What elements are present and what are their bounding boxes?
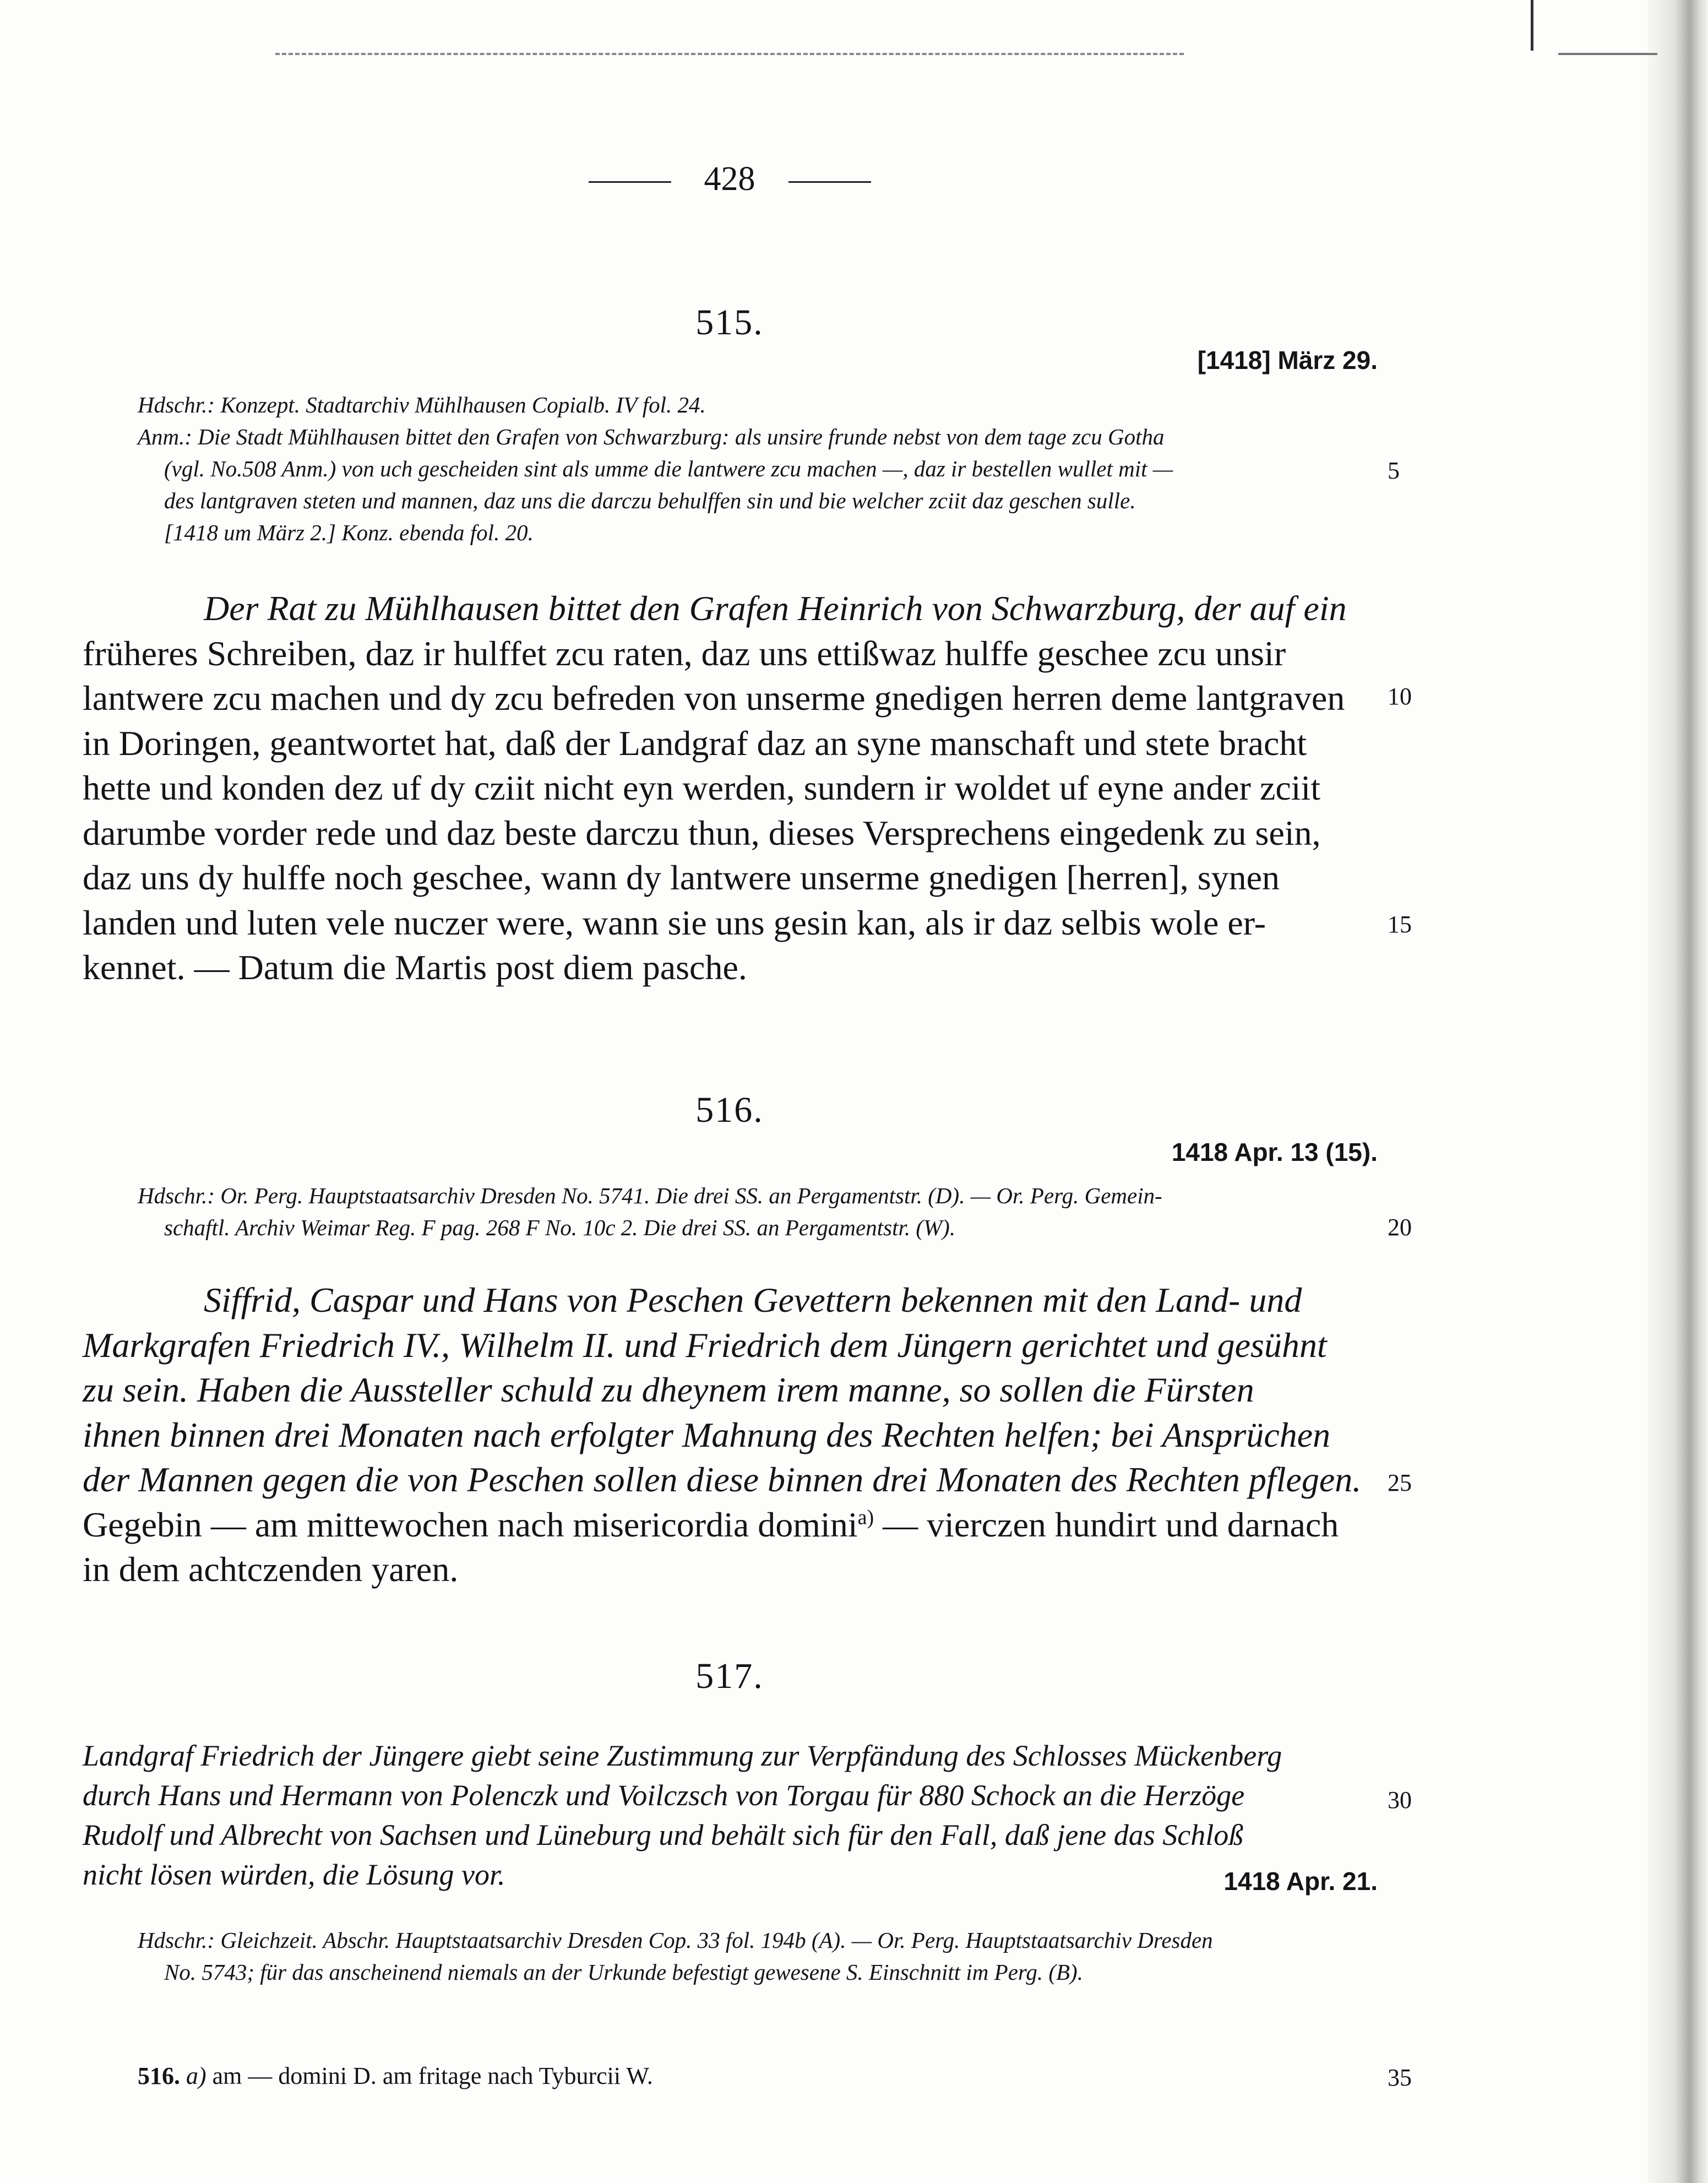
entry-517-date: 1418 Apr. 21. [1223, 1867, 1378, 1896]
footnote-marker: a) [186, 2062, 206, 2089]
body-line: in Doringen, geantwortet hat, daß der Landgraf daz an syne manschaft und stete bracht [83, 723, 1307, 763]
source-line: Hdschr.: Gleichzeit. Abschr. Hauptstaatsarchiv Dresden Cop. 33 fol. 194b (A). — Or. Perg. Hauptstaatsarchiv Dresden [138, 1927, 1213, 1953]
footnote-marker: a) [857, 1506, 874, 1529]
entry-516-body [83, 1278, 1377, 1592]
source-line: Hdschr.: Or. Perg. Hauptstaatsarchiv Dresden No. 5741. Die drei SS. an Pergamentstr. (D). — Or. Perg. Gemein- [138, 1183, 1162, 1208]
entry-516-source [138, 1180, 1377, 1243]
line-number: 15 [1388, 911, 1412, 938]
footnote-ref: 516. [138, 2062, 180, 2089]
line-number: 30 [1388, 1786, 1412, 1813]
body-line: darumbe vorder rede und daz beste darczu thun, dieses Versprechens eingedenk zu sein, [83, 813, 1321, 852]
line-number: 10 [1388, 683, 1412, 710]
line-number: 20 [1388, 1214, 1412, 1241]
body-line: zu sein. Haben die Aussteller schuld zu dheynem irem manne, so sollen die Fürsten [83, 1370, 1254, 1409]
summary-line: nicht lösen würden, die Lösung vor. [83, 1858, 505, 1891]
line-number: 25 [1388, 1469, 1412, 1496]
body-line: ihnen binnen drei Monaten nach erfolgter Mahnung des Rechten helfen; bei Ansprüchen [83, 1415, 1331, 1454]
footnote-text: am — domini D. am fritage nach Tyburcii W. [212, 2062, 653, 2089]
body-line: landen und luten vele nuczer were, wann sie uns gesin kan, als ir daz selbis wole er- [83, 903, 1266, 942]
line-number: 5 [1388, 457, 1400, 484]
body-line: in dem achtczenden yaren. [83, 1550, 459, 1589]
summary-line: Rudolf und Albrecht von Sachsen und Lüneburg und behält sich für den Fall, daß jene das Schloß [83, 1818, 1244, 1851]
body-line: Gegebin — am mittewochen nach misericordia domini$^{a)}$ — vierczen hundirt und darnach [83, 1505, 1339, 1544]
summary-line: Landgraf Friedrich der Jüngere giebt seine Zustimmung zur Verpfändung des Schlosses Mückenberg [83, 1739, 1282, 1772]
entry-515-source [138, 389, 1377, 549]
source-line: schaftl. Archiv Weimar Reg. F pag. 268 F No. 10c 2. Die drei SS. an Pergamentstr. (W). [164, 1215, 956, 1240]
body-line: Der Rat zu Mühlhausen bittet den Grafen Heinrich von Schwarzburg, der auf ein [204, 589, 1347, 628]
entry-517-number: 517. [695, 1656, 764, 1696]
page-number-dash-right [788, 181, 871, 183]
entry-515-date: [1418] März 29. [1197, 346, 1378, 374]
page-number-dash-left [589, 181, 671, 183]
scan-right-rule [1558, 53, 1657, 55]
page-number: 428 [0, 160, 1459, 198]
body-line: Siffrid, Caspar und Hans von Peschen Gevettern bekennen mit den Land- und [204, 1280, 1302, 1319]
source-line: des lantgraven steten und mannen, daz uns die darczu behulffen sin und bie welcher zciit daz geschen sulle. [164, 488, 1136, 513]
body-line: daz uns dy hulffe noch geschee, wann dy lantwere unserme gnedigen [herren], synen [83, 858, 1280, 897]
source-line: (vgl. No.508 Anm.) von uch gescheiden sint als umme die lantwere zcu machen —, daz ir bestellen wullet mit — [164, 456, 1173, 481]
body-line: der Mannen gegen die von Peschen sollen diese binnen drei Monaten des Rechten pflegen. [83, 1460, 1362, 1499]
footnote [138, 2061, 653, 2092]
source-line: No. 5743; für das anscheinend niemals an der Urkunde befestigt gewesene S. Einschnitt im Perg. (B). [164, 1959, 1083, 1985]
entry-515-number: 515. [695, 302, 764, 343]
entry-516-date: 1418 Apr. 13 (15). [1171, 1138, 1378, 1166]
source-line: [1418 um März 2.] Konz. ebenda fol. 20. [164, 520, 534, 545]
body-line: hette und konden dez uf dy cziit nicht eyn werden, sundern ir woldet uf eyne ander zciit [83, 768, 1321, 807]
source-line: Anm.: Die Stadt Mühlhausen bittet den Grafen von Schwarzburg: als unsire frunde nebst von dem tage zcu Gotha [138, 424, 1165, 449]
scan-page-edge [1647, 0, 1708, 2183]
scan-top-rule [275, 53, 1184, 55]
line-number: 35 [1388, 2064, 1412, 2091]
body-line: kennet. — Datum die Martis post diem pasche. [83, 948, 747, 987]
entry-517-source [138, 1924, 1377, 1988]
entry-516-number: 516. [695, 1090, 764, 1130]
body-line: lantwere zcu machen und dy zcu befreden von unserme gnedigen herren deme lantgraven [83, 678, 1345, 718]
body-line: früheres Schreiben, daz ir hulffet zcu raten, daz uns ettißwaz hulffe geschee zcu unsir [83, 633, 1286, 673]
summary-line: durch Hans und Hermann von Polenczk und Voilczsch von Torgau für 880 Schock an die Herzöge [83, 1779, 1245, 1812]
scan-binding-line [1531, 0, 1533, 51]
entry-515-body [83, 586, 1377, 990]
body-line: Markgrafen Friedrich IV., Wilhelm II. und Friedrich dem Jüngern gerichtet und gesühnt [83, 1325, 1327, 1365]
entry-517-summary [83, 1736, 1377, 1894]
source-line: Hdschr.: Konzept. Stadtarchiv Mühlhausen Copialb. IV fol. 24. [138, 392, 706, 417]
